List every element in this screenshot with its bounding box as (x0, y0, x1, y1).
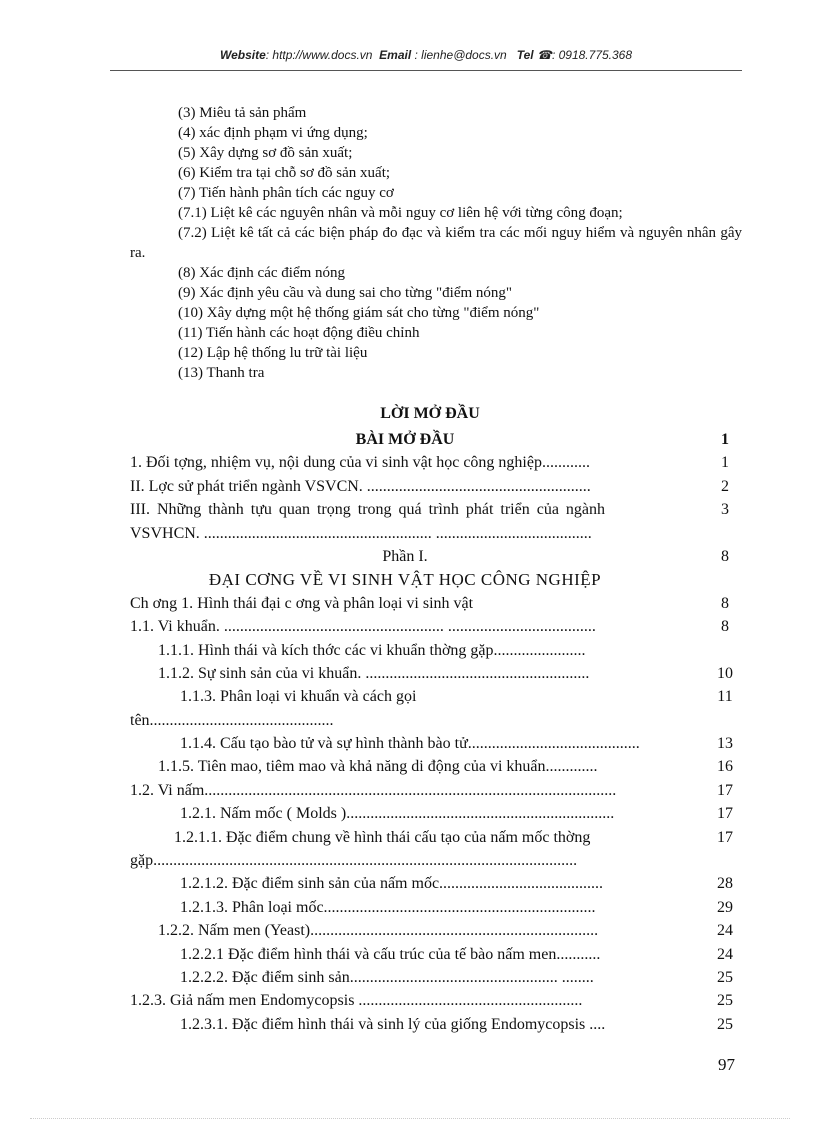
toc-page: 1 (721, 431, 729, 448)
step-item: (7.1) Liệt kê các nguyên nhân và mỗi nguy cơ liên hệ với từng công đoạn; (178, 205, 623, 221)
toc-page: 24 (717, 945, 733, 963)
toc-text: 1.2.3.1. Đặc điểm hình thái và sinh lý của giống Endomycopsis .... (180, 1015, 606, 1033)
toc-row[interactable] (130, 592, 742, 615)
procedure-steps (130, 103, 742, 383)
toc-text: 1.2.2. Nấm men (Yeast)........................................................................ (158, 922, 599, 940)
toc-text: 1.2.2.1 Đặc điểm hình thái và cấu trúc của tế bào nấm men........... (180, 945, 601, 963)
step-item: (4) xác định phạm vi ứng dụng; (178, 125, 368, 141)
toc-row[interactable] (130, 522, 742, 545)
toc-page: 3 (721, 501, 729, 519)
website-label: Website (219, 48, 266, 62)
toc-row[interactable] (130, 826, 742, 849)
toc-page: 11 (717, 688, 733, 706)
toc-row[interactable] (130, 615, 742, 638)
toc-text: 1.2. Vi nấm....................................................................................................... (130, 781, 617, 799)
toc-row[interactable] (130, 755, 742, 778)
toc-page: 8 (721, 594, 729, 612)
toc-text: 1.2.3. Giả nấm men Endomycopsis ........................................................ (130, 992, 583, 1010)
toc-row[interactable] (130, 428, 742, 451)
toc-page: 8 (721, 547, 729, 565)
email-label: Email (379, 48, 412, 62)
toc-text: gặp.......................................................................................................... (130, 852, 578, 870)
toc-text: BÀI MỞ ĐẦU (355, 431, 455, 448)
header-divider (110, 70, 742, 71)
toc-row[interactable] (130, 919, 742, 942)
toc-row[interactable] (130, 989, 742, 1012)
toc-text: 1. Đối tợng, nhiệm vụ, nội dung của vi sinh vật học công nghiệp............ (130, 454, 590, 472)
toc-row[interactable] (130, 568, 742, 591)
toc-text: 1.2.1.2. Đặc điểm sinh sản của nấm mốc......................................... (180, 875, 604, 893)
toc-row[interactable] (130, 639, 742, 662)
toc-page: 25 (717, 1015, 733, 1033)
toc-row[interactable] (130, 1013, 742, 1036)
toc-text: 1.2.1.3. Phân loại mốc.................................................................... (180, 898, 596, 916)
toc-page: 17 (717, 828, 733, 846)
step-item: (6) Kiểm tra tại chỗ sơ đồ sản xuất; (178, 165, 391, 181)
toc-row[interactable] (130, 872, 742, 895)
step-item: (12) Lập hệ thống lu trữ tài liệu (178, 345, 368, 361)
step-item: (3) Miêu tả sản phẩm (178, 105, 307, 121)
toc-text: 1.1.2. Sự sinh sản của vi khuẩn. ........................................................ (158, 664, 590, 682)
toc-row[interactable] (130, 732, 742, 755)
step-item: (8) Xác định các điểm nóng (178, 265, 346, 281)
toc-text: 1.2.1. Nấm mốc ( Molds )................................................................... (180, 805, 615, 823)
toc-text: 1.2.2.2. Đặc điểm sinh sản.................................................... ........ (180, 968, 594, 986)
toc-row[interactable] (130, 943, 742, 966)
toc-page: 17 (717, 805, 733, 823)
page-header (110, 48, 742, 62)
toc-page: 25 (717, 968, 733, 986)
table-of-contents (130, 428, 742, 1036)
step-item: (7.2) Liệt kê tất cả các biện pháp đo đạc và kiểm tra các mối nguy hiểm và nguyên nhân gây ra. (130, 225, 742, 261)
toc-text: Ch ơng 1. Hình thái đại c ơng và phân loại vi sinh vật (130, 594, 474, 612)
website-value[interactable]: : http://www.docs.vn (265, 48, 373, 62)
bottom-divider (30, 1118, 790, 1119)
step-item: (5) Xây dựng sơ đồ sản xuất; (178, 145, 353, 161)
toc-page: 1 (721, 454, 729, 472)
step-item: (9) Xác định yêu cầu và dung sai cho từng "điểm nóng" (178, 285, 513, 301)
step-item: (13) Thanh tra (178, 365, 265, 381)
toc-text: 1.1.1. Hình thái và kích thớc các vi khuẩn thờng gặp....................... (158, 641, 586, 659)
toc-row[interactable] (130, 685, 742, 708)
toc-row[interactable] (130, 802, 742, 825)
toc-page: 13 (717, 735, 733, 753)
toc-row[interactable] (130, 545, 742, 568)
toc-row[interactable] (130, 896, 742, 919)
preface-title: LỜI MỞ ĐẦU (380, 405, 480, 422)
toc-row[interactable] (130, 451, 742, 474)
toc-text: ĐẠI CƠNG VỀ VI SINH VẬT HỌC CÔNG NGHIỆP (208, 570, 602, 590)
page-number: 97 (718, 1055, 735, 1074)
toc-text: VSVHCN. ......................................................... ....................................... (130, 524, 592, 542)
toc-row[interactable] (130, 709, 742, 732)
toc-page: 17 (717, 781, 733, 799)
toc-text: II. Lợc sử phát triển ngành VSVCN. ........................................................ (130, 477, 591, 495)
toc-page: 16 (717, 758, 733, 776)
toc-text: tên.............................................. (130, 711, 334, 729)
toc-text: 1.1.3. Phân loại vi khuẩn và cách gọi (180, 688, 417, 706)
toc-row[interactable] (130, 475, 742, 498)
toc-text: 1.1.5. Tiên mao, tiêm mao và khả năng di động của vi khuẩn............. (158, 758, 598, 776)
email-value[interactable]: : lienhe@docs.vn (414, 48, 507, 62)
toc-row[interactable] (130, 849, 742, 872)
toc-page: 2 (721, 477, 729, 495)
step-item: (7) Tiến hành phân tích các nguy cơ (178, 185, 394, 201)
toc-row[interactable] (130, 498, 742, 521)
step-item: (10) Xây dựng một hệ thống giám sát cho từng "điểm nóng" (178, 305, 540, 321)
toc-row[interactable] (130, 966, 742, 989)
toc-row[interactable] (130, 779, 742, 802)
toc-text: 1.1. Vi khuẩn. ....................................................... ..................................... (130, 618, 596, 636)
toc-row[interactable] (130, 662, 742, 685)
tel-value: ☎: 0918.775.368 (537, 48, 633, 62)
toc-page: 24 (717, 922, 733, 940)
toc-text: 1.2.1.1. Đặc điểm chung về hình thái cấu tạo của nấm mốc thờng (174, 828, 591, 846)
step-item: (11) Tiến hành các hoạt động điều chỉnh (178, 325, 420, 341)
toc-text: III. Những thành tựu quan trọng trong quá trình phát triển của ngành (130, 501, 606, 519)
toc-text: Phần I. (382, 547, 428, 565)
toc-page: 25 (717, 992, 733, 1010)
tel-label: Tel (516, 48, 534, 62)
toc-text: 1.1.4. Cấu tạo bào tử và sự hình thành bào tử........................................... (180, 735, 640, 753)
toc-page: 29 (717, 898, 733, 916)
toc-page: 8 (721, 618, 729, 636)
toc-page: 28 (717, 875, 733, 893)
toc-page: 10 (717, 664, 733, 682)
